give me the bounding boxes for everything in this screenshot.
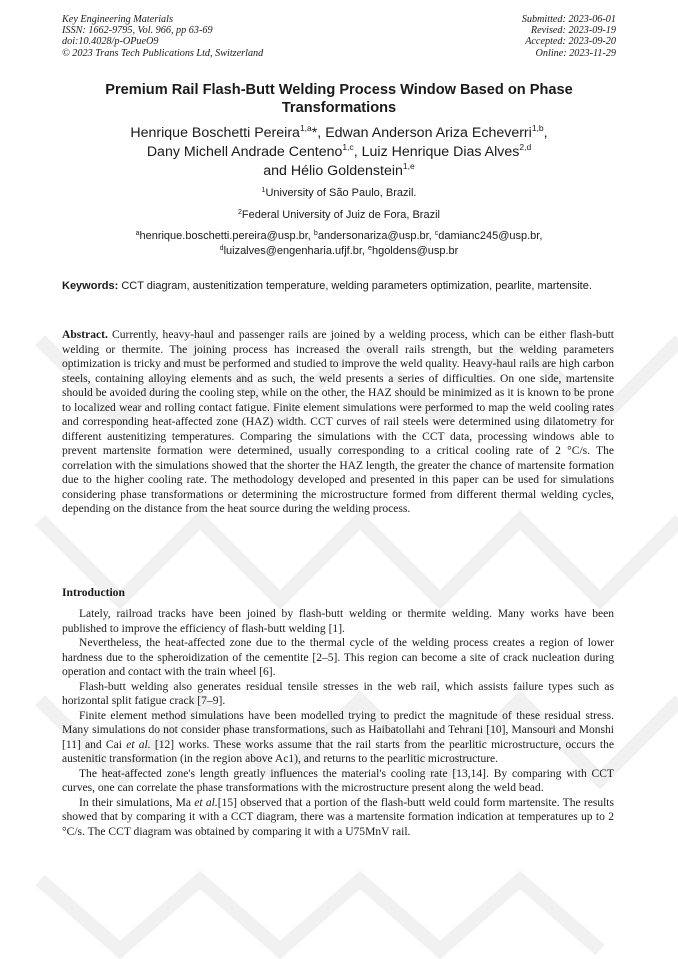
submitted-date: Submitted: 2023-06-01 [521,14,616,25]
intro-italic-segment: et al. [194,796,218,809]
intro-text-segment: [15] observed that a portion of the flash-butt weld could form martensite. The results showed that by comparing it with a CCT diagram, there was a martensite formation indication at temperatures up to 2 °C/s. The CCT diagram was obtained by comparing it with a U75MnV rail. [62,796,614,838]
author-affil-mark: 1,c [342,142,354,152]
author-name: Dany Michell Andrade Centeno [146,144,343,160]
author-affil-mark: 1,a [299,123,312,133]
affiliation-2 [62,209,616,221]
intro-italic-segment: et al. [126,738,151,751]
email-link[interactable]: damianc245@usp.br [438,230,540,242]
author-conjunction: and [263,163,287,179]
email-link[interactable]: luizalves@engenharia.ufjf.br [223,244,362,257]
abstract-label: Abstract. [62,329,108,341]
revised-date: Revised: 2023-09-19 [530,25,616,37]
intro-text-segment: In their simulations, Ma [79,796,195,809]
intro-paragraph: Flash-butt welding also generates residual tensile stresses in the web rail, which assists failure types such as horizontal split fatigue crack [7–9]. [62,680,614,707]
email-link[interactable]: henrique.boschetti.pereira@usp.br [139,230,308,242]
author-affil-mark: 1,e [402,161,415,171]
title-line-2: Transformations [281,99,397,116]
email-mark: d [219,244,224,252]
journal-name: Key Engineering Materials [62,14,173,25]
author-name: Hélio Goldenstein [290,163,403,179]
accepted-date: Accepted: 2023-09-20 [525,36,616,48]
author-affil-mark: 2,d [519,142,532,152]
issn-line: ISSN: 1662-9795, Vol. 966, pp 63-69 [62,25,213,37]
keywords-label: Keywords: [62,280,119,292]
intro-paragraph [62,709,614,767]
affiliation-text: University of São Paulo, Brazil. [265,187,417,199]
section-heading-introduction: Introduction [62,586,125,599]
doi-line: doi:10.4028/p-OPueO9 [62,36,159,48]
affiliation-1 [62,187,616,199]
paper-title [62,82,616,117]
email-line-1: $^a$henrique.boschetti.pereira@usp.br, $^b$andersonariza@usp.br, $^c$damianc245@usp.br, [135,230,543,242]
email-mark: b [313,230,318,237]
intro-paragraph: Nevertheless, the heat-affected zone due to the thermal cycle of the welding process creates a region of lower hardness due to the spheroidization of the cementite [2–5]. This region can become a site of crack nucleation during operation and contact with the train wheel [6]. [62,637,614,678]
email-list [62,229,616,258]
title-line-1: Premium Rail Flash-Butt Welding Process Window Based on Phase [105,82,573,98]
abstract-text: Currently, heavy-haul and passenger rails are joined by a welding process, which can be either flash-butt welding or thermite. The joining process has increased the overall rails strength, but the welding parameters optimization is tricky and must be performed and studied to improve the weld quality. Heavy-haul rails are high carbon steels, containing alloying elements and as such, the weld presents a series of difficulties. On one side, martensite should be avoided during the cooling step, while on the other, the HAZ should be minimized as it is known to be prone to localized wear and rolling contact fatigue. Finite element simulations were performed to map the weld cooling rates and corresponding heat-affected zone (HAZ) width. CCT curves of rail steels were determined using dilatometry for different austenitizing temperatures. Comparing the simulations with the CCT data, processing windows able to prevent martensite formation were determined, usually corresponding to a critical cooling rate of 2 °C/s. The correlation with the simulations showed that the shorter the HAZ length, the greater the chance of martensite formation due to the higher cooling rate. The methodology developed and presented in this paper can be used for simulations considering phase transformations or determining the microstructure formed from different thermal welding cycles, depending on the distance from the heat source during the welding process. [62,329,615,515]
author-name: Luiz Henrique Dias Alves [361,144,520,160]
author-line-1: Henrique Boschetti Pereira$^{1,a}$*, Edwan Anderson Ariza Echeverri$^{1,b}$, [130,123,548,141]
introduction-body [62,607,614,839]
copyright-line: © 2023 Trans Tech Publications Ltd, Switzerland [62,47,264,59]
journal-info [62,14,263,59]
affiliation-mark: 1 [261,187,266,194]
intro-text-segment: Finite element method simulations have been modelled trying to predict the magnitude of these residual stress. Many simulations do not consider phase transformations, such as Haibatollahi and Tehrani [10], Mansouri and Monshi [11] and Cai [62,709,614,751]
email-link[interactable]: hgoldens@usp.br [371,244,459,257]
intro-paragraph: Lately, railroad tracks have been joined by flash-butt welding or thermite welding. Many works have been published to improve the efficiency of flash-butt welding [1]. [62,608,614,635]
keywords-text: CCT diagram, austenitization temperature, welding parameters optimization, pearlite, martensite. [121,280,592,292]
affiliation-mark: 2 [238,209,242,216]
email-mark: e [368,244,372,252]
abstract-section [62,328,614,517]
publication-dates [522,14,616,59]
author-line-2: Dany Michell Andrade Centeno$^{1,c}$, Luiz Henrique Dias Alves$^{2,d}$ [146,142,532,160]
author-name: Edwan Anderson Ariza Echeverri [325,125,532,141]
email-mark: a [135,230,140,237]
intro-paragraph: The heat-affected zone's length greatly influences the material's cooling rate [13,14]. By comparing with CCT curves, one can correlate the phase transformations with the microstructure present along the weld bead. [62,767,614,794]
author-line-3 [62,162,616,181]
keywords-section [62,280,614,294]
author-list [62,124,616,181]
affiliation-text: Federal University of Juiz de Fora, Brazil [241,209,440,221]
email-mark: c [434,230,439,237]
author-name: Henrique Boschetti Pereira [130,125,300,141]
email-line-2: $^d$luizalves@engenharia.ufjf.br, $^e$hgoldens@usp.br [219,244,459,257]
author-affil-mark: 1,b [531,123,544,133]
online-date: Online: 2023-11-29 [535,47,616,59]
intro-paragraph [62,796,614,840]
intro-text-segment: [12] works. These works assume that the rail starts from the pearlitic microstructure, occurs the austenitic transformation (in the region above Ac1), and returns to the pearlitic microstructure. [62,738,614,765]
email-link[interactable]: andersonariza@usp.br [317,230,429,242]
